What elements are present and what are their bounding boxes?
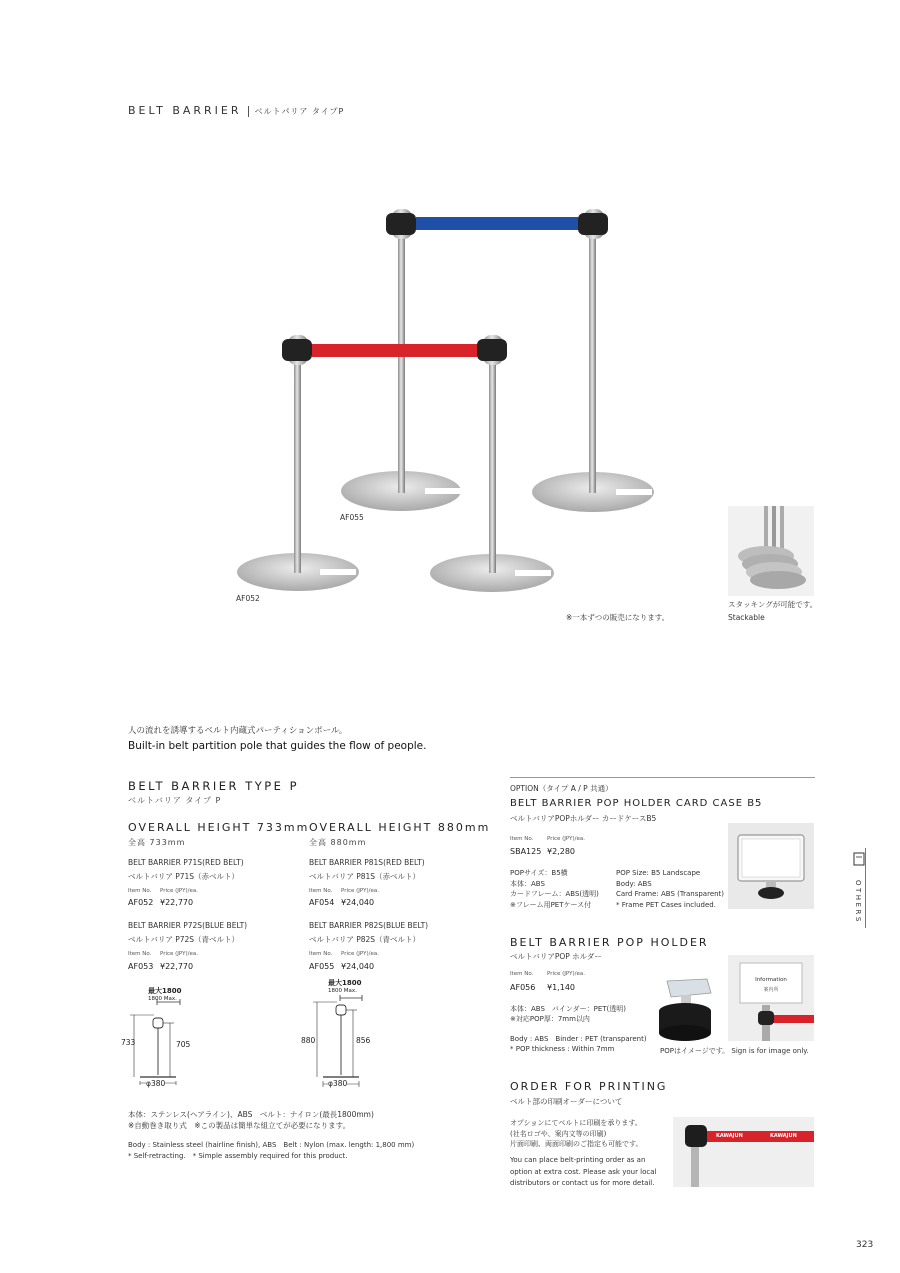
col2-height-jp: 全高 880mm xyxy=(309,838,367,847)
belt-print-text: KAWAJUN xyxy=(716,1133,743,1139)
product-name-jp: ベルトバリア P82S（青ベルト） xyxy=(309,935,421,944)
belt-head xyxy=(477,339,507,361)
pop-holder-title: BELT BARRIER POP HOLDER xyxy=(510,936,709,949)
price-label: Price (JPY)/ea. xyxy=(160,888,198,894)
printing-en xyxy=(510,1155,657,1190)
dim2-height-inner: 856 xyxy=(356,1036,371,1045)
printed-belt-photo xyxy=(673,1117,814,1187)
header-divider xyxy=(248,106,249,117)
spec-line: POPサイズ：B5横 xyxy=(510,869,568,877)
stacking-en: Stackable xyxy=(728,613,765,622)
price: ¥24,040 xyxy=(341,898,375,907)
typep-subtitle: ベルトバリア タイプ P xyxy=(128,796,222,805)
option-divider xyxy=(510,777,815,778)
pole xyxy=(589,225,596,493)
side-tab-label: OTHERS xyxy=(854,880,862,924)
pole xyxy=(489,345,496,573)
item-no: AF054 xyxy=(309,898,335,907)
stacking-jp: スタッキングが可能です。 xyxy=(728,600,818,609)
printing-line: (社名ロゴや、案内文等の印刷) xyxy=(510,1129,607,1138)
price: ¥2,280 xyxy=(547,847,575,856)
price: ¥24,040 xyxy=(341,962,375,971)
spec-line: Card Frame: ABS (Transparent) xyxy=(616,890,725,898)
dim2-max-en: 1800 Max. xyxy=(328,988,357,994)
item-no: AF052 xyxy=(128,898,154,907)
spec-jp-2: ※自動巻き取り式 ※この製品は簡単な組立てが必要になります。 xyxy=(128,1121,350,1130)
dim2-max-jp: 最大1800 xyxy=(328,979,362,987)
dim2-height-total: 880 xyxy=(301,1036,316,1045)
label-af052: AF052 xyxy=(236,594,260,603)
dim1-height-inner: 705 xyxy=(176,1040,191,1049)
hero-product-image xyxy=(220,195,680,615)
belt-head xyxy=(386,213,416,235)
pop-image-note: POPはイメージです。 Sign is for image only. xyxy=(660,1047,809,1055)
dim1-base: φ380 xyxy=(146,1079,166,1088)
page-header xyxy=(128,104,344,117)
item-no: AF053 xyxy=(128,962,154,971)
price-label: Price (JPY)/ea. xyxy=(547,971,585,977)
dim1-max-jp: 最大1800 xyxy=(148,987,182,995)
belt-head xyxy=(282,339,312,361)
intro-en: Built-in belt partition pole that guides the flow of people. xyxy=(128,740,427,752)
others-tab-icon xyxy=(853,852,865,866)
header-title: BELT BARRIER xyxy=(128,104,242,117)
sold-individually-note: ※一本ずつの販売になります。 xyxy=(566,613,670,622)
product-name: BELT BARRIER P72S(BLUE BELT) xyxy=(128,921,248,930)
spec-en-1: Body : Stainless steel (hairline finish), ABS Belt : Nylon (max. length: 1,800 mm) xyxy=(128,1141,415,1149)
item-no-label: Item No. xyxy=(128,888,152,894)
pop-spec-en-2: * POP thickness : Within 7mm xyxy=(510,1045,615,1053)
card-case-title: BELT BARRIER POP HOLDER CARD CASE B5 xyxy=(510,798,763,809)
price-label: Price (JPY)/ea. xyxy=(160,951,198,957)
printing-title: ORDER FOR PRINTING xyxy=(510,1080,668,1093)
product-name-jp: ベルトバリア P71S（赤ベルト） xyxy=(128,872,240,881)
belt-head xyxy=(578,213,608,235)
spec-line: ※フレーム用PETケース付 xyxy=(510,900,592,909)
card-case-title-jp: ベルトバリアPOPホルダー カードケースB5 xyxy=(510,814,657,823)
blue-belt xyxy=(416,217,578,230)
option-label: OPTION（タイプ A / P 共通） xyxy=(510,784,613,793)
red-belt-pair xyxy=(237,335,554,592)
pop-spec-jp-1: 本体：ABS バインダー：PET(透明) xyxy=(510,1005,627,1013)
spec-jp-1: 本体：ステンレス(ヘアライン)、ABS ベルト：ナイロン(最長1800mm) xyxy=(128,1110,374,1119)
item-no: AF055 xyxy=(309,962,335,971)
pop-spec-en-1: Body : ABS Binder : PET (transparent) xyxy=(510,1035,647,1043)
item-no: SBA125 xyxy=(510,847,542,856)
side-tab-divider xyxy=(865,848,866,928)
product-name: BELT BARRIER P82S(BLUE BELT) xyxy=(309,921,429,930)
sign-text-jp: 案内所 xyxy=(763,987,779,993)
item-no-label: Item No. xyxy=(309,951,333,957)
printing-title-jp: ベルト部の印刷オーダーについて xyxy=(510,1097,623,1106)
pop-holder-photo xyxy=(655,975,719,1043)
printing-line: オプションにてベルトに印刷を承ります。 xyxy=(510,1119,642,1127)
typep-title: BELT BARRIER TYPE P xyxy=(128,779,300,793)
header-subtitle: ベルトパリア タイプP xyxy=(254,107,345,116)
product-name-jp: ベルトバリア P81S（赤ベルト） xyxy=(309,872,421,881)
price-label: Price (JPY)/ea. xyxy=(341,951,379,957)
col2-height: OVERALL HEIGHT 880mm xyxy=(309,821,491,834)
dim1-height-total: 733 xyxy=(121,1038,136,1047)
pop-spec-jp-2: ※対応POP厚：7mm以内 xyxy=(510,1015,590,1023)
spec-line: POP Size: B5 Landscape xyxy=(616,869,701,877)
sign-text-en: Information xyxy=(755,977,787,983)
spec-line: 本体：ABS xyxy=(510,879,545,888)
printing-line: You can place belt-printing order as an xyxy=(510,1156,646,1164)
product-name: BELT BARRIER P71S(RED BELT) xyxy=(128,858,244,867)
price-label: Price (JPY)/ea. xyxy=(341,888,379,894)
printing-jp xyxy=(510,1118,642,1150)
printing-line: 片面印刷、両面印刷のご指定も可能です。 xyxy=(510,1140,643,1148)
price-label: Price (JPY)/ea. xyxy=(547,836,585,842)
product-name-jp: ベルトバリア P72S（青ベルト） xyxy=(128,935,240,944)
dim2-base: φ380 xyxy=(328,1079,348,1088)
spec-line: * Frame PET Cases included. xyxy=(616,900,716,909)
item-no: AF056 xyxy=(510,983,536,992)
col1-height-jp: 全高 733mm xyxy=(128,838,186,847)
pole xyxy=(294,345,301,573)
col1-height: OVERALL HEIGHT 733mm xyxy=(128,821,310,834)
label-af055: AF055 xyxy=(340,513,364,522)
page-number: 323 xyxy=(856,1240,874,1250)
item-no-label: Item No. xyxy=(128,951,152,957)
card-case-photo xyxy=(728,823,814,909)
card-case-spec-en xyxy=(616,868,724,910)
price: ¥22,770 xyxy=(160,898,194,907)
stacking-photo xyxy=(728,506,814,596)
price: ¥1,140 xyxy=(547,983,575,992)
dim1-max-en: 1800 Max. xyxy=(148,996,177,1002)
pole xyxy=(398,225,405,493)
price: ¥22,770 xyxy=(160,962,194,971)
item-no-label: Item No. xyxy=(309,888,333,894)
card-case-spec-jp xyxy=(510,868,599,910)
product-name: BELT BARRIER P81S(RED BELT) xyxy=(309,858,425,867)
belt-print-text: KAWAJUN xyxy=(770,1133,797,1139)
pop-holder-title-jp: ベルトバリアPOP ホルダー xyxy=(510,952,602,961)
item-no-label: Item No. xyxy=(510,836,534,842)
printing-line: distributors or contact us for more detail. xyxy=(510,1179,655,1187)
spec-line: カードフレーム：ABS(透明) xyxy=(510,890,599,898)
spec-en-2: * Self-retracting. * Simple assembly required for this product. xyxy=(128,1152,348,1160)
printing-line: option at extra cost. Please ask your local xyxy=(510,1167,657,1176)
item-no-label: Item No. xyxy=(510,971,534,977)
red-belt xyxy=(312,344,477,357)
spec-line: Body: ABS xyxy=(616,879,652,888)
intro-jp: 人の流れを誘導するベルト内蔵式パーティションポール。 xyxy=(128,726,348,736)
pop-holder-usage-photo xyxy=(728,955,814,1041)
